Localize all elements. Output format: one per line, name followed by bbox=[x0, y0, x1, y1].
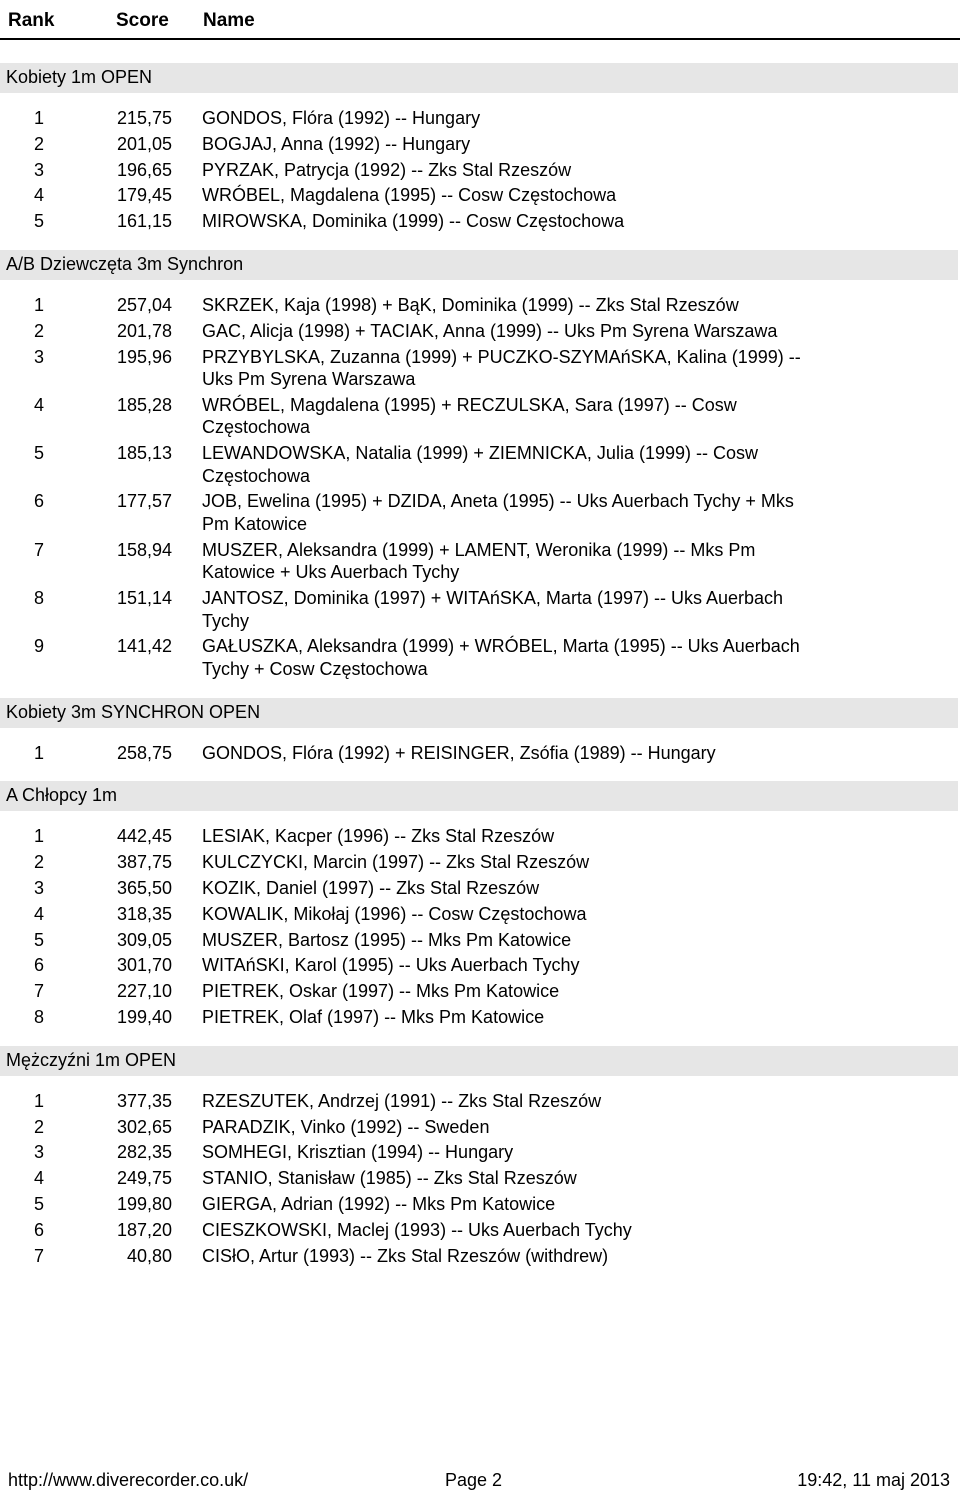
result-row bbox=[0, 954, 960, 977]
result-row bbox=[0, 539, 960, 584]
rank-cell: 5 bbox=[34, 1194, 45, 1215]
rank-cell: 2 bbox=[34, 320, 45, 341]
footer-url[interactable]: http://www.diverecorder.co.uk/ bbox=[8, 1470, 249, 1490]
score-cell: 215,75 bbox=[116, 108, 172, 128]
name-cell: BOGJAJ, Anna (1992) -- Hungary bbox=[202, 133, 471, 154]
name-cell: PIETREK, Oskar (1997) -- Mks Pm Katowice bbox=[202, 981, 560, 1002]
rank-cell: 1 bbox=[34, 742, 45, 763]
name-cell: KOZIK, Daniel (1997) -- Zks Stal Rzeszów bbox=[202, 878, 540, 899]
name-cell: WRÓBEL, Magdalena (1995) -- Cosw Częstochowa bbox=[202, 185, 617, 206]
name-cell: SOMHEGI, Krisztian (1994) -- Hungary bbox=[202, 1142, 514, 1163]
rank-cell: 3 bbox=[34, 159, 45, 180]
score-cell: 185,13 bbox=[116, 443, 172, 464]
result-row bbox=[0, 903, 960, 926]
section-title: Kobiety 1m OPEN bbox=[6, 67, 153, 87]
name-cell: LESIAK, Kacper (1996) -- Zks Stal Rzeszów bbox=[202, 826, 555, 847]
section-title-bar bbox=[0, 250, 958, 280]
results-section bbox=[0, 63, 960, 250]
score-cell: 282,35 bbox=[116, 1142, 172, 1163]
rank-cell: 1 bbox=[34, 108, 45, 128]
result-row bbox=[0, 1141, 960, 1164]
section-spacer bbox=[0, 684, 960, 698]
name-cell: MUSZER, Bartosz (1995) -- Mks Pm Katowice bbox=[202, 929, 572, 950]
header-divider bbox=[0, 38, 960, 40]
result-row bbox=[0, 133, 960, 156]
rank-cell: 1 bbox=[34, 1090, 45, 1111]
result-row bbox=[0, 1193, 960, 1216]
rank-cell: 3 bbox=[34, 346, 45, 367]
result-row bbox=[0, 346, 960, 391]
name-cell: GAC, Alicja (1998) + TACIAK, Anna (1999) -- Uks Pm Syrena Warszawa bbox=[202, 320, 778, 341]
footer-page-number: Page 2 bbox=[445, 1470, 503, 1490]
name-cell: GAŁUSZKA, Aleksandra (1999) + WRÓBEL, Marta (1995) -- Uks Auerbach Tychy + Cosw Częstochowa bbox=[202, 636, 800, 679]
name-cell: PIETREK, Olaf (1997) -- Mks Pm Katowice bbox=[202, 1007, 545, 1028]
score-cell: 195,96 bbox=[116, 346, 172, 367]
rank-cell: 7 bbox=[34, 981, 45, 1002]
section-title-bar bbox=[0, 63, 958, 93]
name-column-header: Name bbox=[203, 10, 255, 31]
result-row bbox=[0, 587, 960, 632]
footer-datetime: 19:42, 11 maj 2013 bbox=[797, 1470, 950, 1490]
name-cell: GONDOS, Flóra (1992) -- Hungary bbox=[202, 108, 481, 128]
results-section bbox=[0, 1046, 960, 1285]
score-cell: 201,05 bbox=[116, 133, 172, 154]
result-row bbox=[0, 442, 960, 487]
name-cell: PARADZIK, Vinko (1992) -- Sweden bbox=[202, 1116, 490, 1137]
name-cell: LEWANDOWSKA, Natalia (1999) + ZIEMNICKA, Julia (1999) -- Cosw Częstochowa bbox=[202, 443, 758, 486]
section-spacer bbox=[0, 767, 960, 781]
rank-cell: 8 bbox=[34, 1007, 45, 1028]
name-cell: KOWALIK, Mikołaj (1996) -- Cosw Częstochowa bbox=[202, 903, 587, 924]
section-title: Mężczyźni 1m OPEN bbox=[6, 1049, 177, 1070]
rank-cell: 2 bbox=[34, 852, 45, 873]
rank-cell: 4 bbox=[34, 185, 45, 206]
rank-cell: 3 bbox=[34, 878, 45, 899]
rank-cell: 6 bbox=[34, 491, 45, 512]
rank-cell: 5 bbox=[34, 443, 45, 464]
name-cell: STANIO, Stanisław (1985) -- Zks Stal Rzeszów bbox=[202, 1168, 577, 1189]
name-cell: CISłO, Artur (1993) -- Zks Stal Rzeszów (withdrew) bbox=[202, 1245, 609, 1266]
score-cell: 387,75 bbox=[116, 852, 172, 873]
rank-cell: 3 bbox=[34, 1142, 45, 1163]
results-content bbox=[0, 63, 960, 1284]
rank-cell: 1 bbox=[34, 826, 45, 847]
score-cell: 301,70 bbox=[116, 955, 172, 976]
rank-cell: 7 bbox=[34, 539, 45, 560]
results-section bbox=[0, 781, 960, 1045]
result-row bbox=[0, 294, 960, 317]
result-row bbox=[0, 929, 960, 952]
rank-cell: 4 bbox=[34, 394, 45, 415]
rank-cell: 5 bbox=[34, 929, 45, 950]
result-row bbox=[0, 1167, 960, 1190]
name-cell: RZESZUTEK, Andrzej (1991) -- Zks Stal Rzeszów bbox=[202, 1090, 602, 1111]
result-row bbox=[0, 107, 960, 130]
section-title-bar bbox=[0, 698, 958, 728]
score-cell: 309,05 bbox=[116, 929, 172, 950]
score-cell: 151,14 bbox=[116, 588, 172, 609]
score-cell: 199,40 bbox=[116, 1007, 172, 1028]
section-spacer bbox=[0, 1032, 960, 1046]
name-cell: WITAńSKI, Karol (1995) -- Uks Auerbach Tychy bbox=[202, 955, 580, 976]
name-cell: GONDOS, Flóra (1992) + REISINGER, Zsófia (1989) -- Hungary bbox=[202, 742, 716, 763]
rank-cell: 8 bbox=[34, 588, 45, 609]
name-cell: MUSZER, Aleksandra (1999) + LAMENT, Weronika (1999) -- Mks Pm Katowice + Uks Auerbach Tychy bbox=[202, 539, 756, 583]
results-section bbox=[0, 250, 960, 698]
name-cell: MIROWSKA, Dominika (1999) -- Cosw Częstochowa bbox=[202, 211, 625, 232]
rank-cell: 1 bbox=[34, 294, 45, 315]
score-cell: 249,75 bbox=[116, 1168, 172, 1189]
result-row bbox=[0, 825, 960, 848]
result-row bbox=[0, 1245, 960, 1268]
result-row bbox=[0, 877, 960, 900]
rank-cell: 2 bbox=[34, 133, 45, 154]
score-cell: 196,65 bbox=[116, 159, 172, 180]
name-cell: PRZYBYLSKA, Zuzanna (1999) + PUCZKO-SZYMAńSKA, Kalina (1999) -- Uks Pm Syrena Warszawa bbox=[202, 346, 801, 390]
score-cell: 187,20 bbox=[116, 1219, 172, 1240]
score-cell: 257,04 bbox=[116, 294, 172, 315]
score-cell: 201,78 bbox=[116, 320, 172, 341]
section-spacer bbox=[0, 236, 960, 250]
score-cell: 158,94 bbox=[116, 539, 172, 560]
result-row bbox=[0, 159, 960, 182]
section-title-bar bbox=[0, 781, 958, 811]
rank-cell: 9 bbox=[34, 636, 45, 657]
rank-cell: 4 bbox=[34, 903, 45, 924]
score-cell: 40,80 bbox=[126, 1245, 172, 1266]
name-cell: SKRZEK, Kaja (1998) + BąK, Dominika (1999) -- Zks Stal Rzeszów bbox=[202, 294, 739, 315]
page-footer bbox=[0, 1469, 960, 1493]
section-title: A/B Dziewczęta 3m Synchron bbox=[6, 253, 244, 274]
section-spacer bbox=[0, 1270, 960, 1284]
results-section bbox=[0, 698, 960, 782]
score-cell: 179,45 bbox=[116, 185, 172, 206]
result-row bbox=[0, 980, 960, 1003]
score-column-header: Score bbox=[116, 10, 169, 31]
name-cell: KULCZYCKI, Marcin (1997) -- Zks Stal Rzeszów bbox=[202, 852, 590, 873]
name-cell: WRÓBEL, Magdalena (1995) + RECZULSKA, Sara (1997) -- Cosw Częstochowa bbox=[202, 394, 737, 438]
score-cell: 199,80 bbox=[116, 1194, 172, 1215]
rank-cell: 6 bbox=[34, 1219, 45, 1240]
score-cell: 227,10 bbox=[116, 981, 172, 1002]
name-cell: GIERGA, Adrian (1992) -- Mks Pm Katowice bbox=[202, 1194, 556, 1215]
score-cell: 258,75 bbox=[116, 742, 172, 763]
section-title: A Chłopcy 1m bbox=[6, 785, 118, 806]
score-cell: 185,28 bbox=[116, 394, 172, 415]
name-cell: PYRZAK, Patrycja (1992) -- Zks Stal Rzeszów bbox=[202, 159, 572, 180]
result-row bbox=[0, 1090, 960, 1113]
name-cell: CIESZKOWSKI, Maclej (1993) -- Uks Auerbach Tychy bbox=[202, 1219, 632, 1240]
result-row bbox=[0, 851, 960, 874]
rank-cell: 2 bbox=[34, 1116, 45, 1137]
name-cell: JANTOSZ, Dominika (1997) + WITAńSKA, Marta (1997) -- Uks Auerbach Tychy bbox=[202, 588, 784, 631]
result-row bbox=[0, 320, 960, 343]
name-cell: JOB, Ewelina (1995) + DZIDA, Aneta (1995) -- Uks Auerbach Tychy + Mks Pm Katowice bbox=[202, 491, 794, 534]
result-row bbox=[0, 394, 960, 439]
result-row bbox=[0, 1116, 960, 1139]
score-cell: 141,42 bbox=[116, 636, 172, 657]
result-row bbox=[0, 490, 960, 535]
score-cell: 161,15 bbox=[116, 211, 172, 232]
score-cell: 365,50 bbox=[116, 878, 172, 899]
section-title: Kobiety 3m SYNCHRON OPEN bbox=[6, 701, 261, 722]
result-row bbox=[0, 742, 960, 765]
rank-cell: 5 bbox=[34, 211, 45, 232]
rank-column-header: Rank bbox=[8, 10, 55, 31]
score-cell: 177,57 bbox=[116, 491, 172, 512]
rank-cell: 4 bbox=[34, 1168, 45, 1189]
score-cell: 318,35 bbox=[116, 903, 172, 924]
result-row bbox=[0, 1006, 960, 1029]
score-cell: 377,35 bbox=[116, 1090, 172, 1111]
result-row bbox=[0, 210, 960, 233]
score-cell: 442,45 bbox=[116, 826, 172, 847]
result-row bbox=[0, 635, 960, 680]
results-header bbox=[0, 6, 960, 38]
result-row bbox=[0, 1219, 960, 1242]
rank-cell: 6 bbox=[34, 955, 45, 976]
score-cell: 302,65 bbox=[116, 1116, 172, 1137]
rank-cell: 7 bbox=[34, 1245, 45, 1266]
result-row bbox=[0, 184, 960, 207]
section-title-bar bbox=[0, 1046, 958, 1076]
